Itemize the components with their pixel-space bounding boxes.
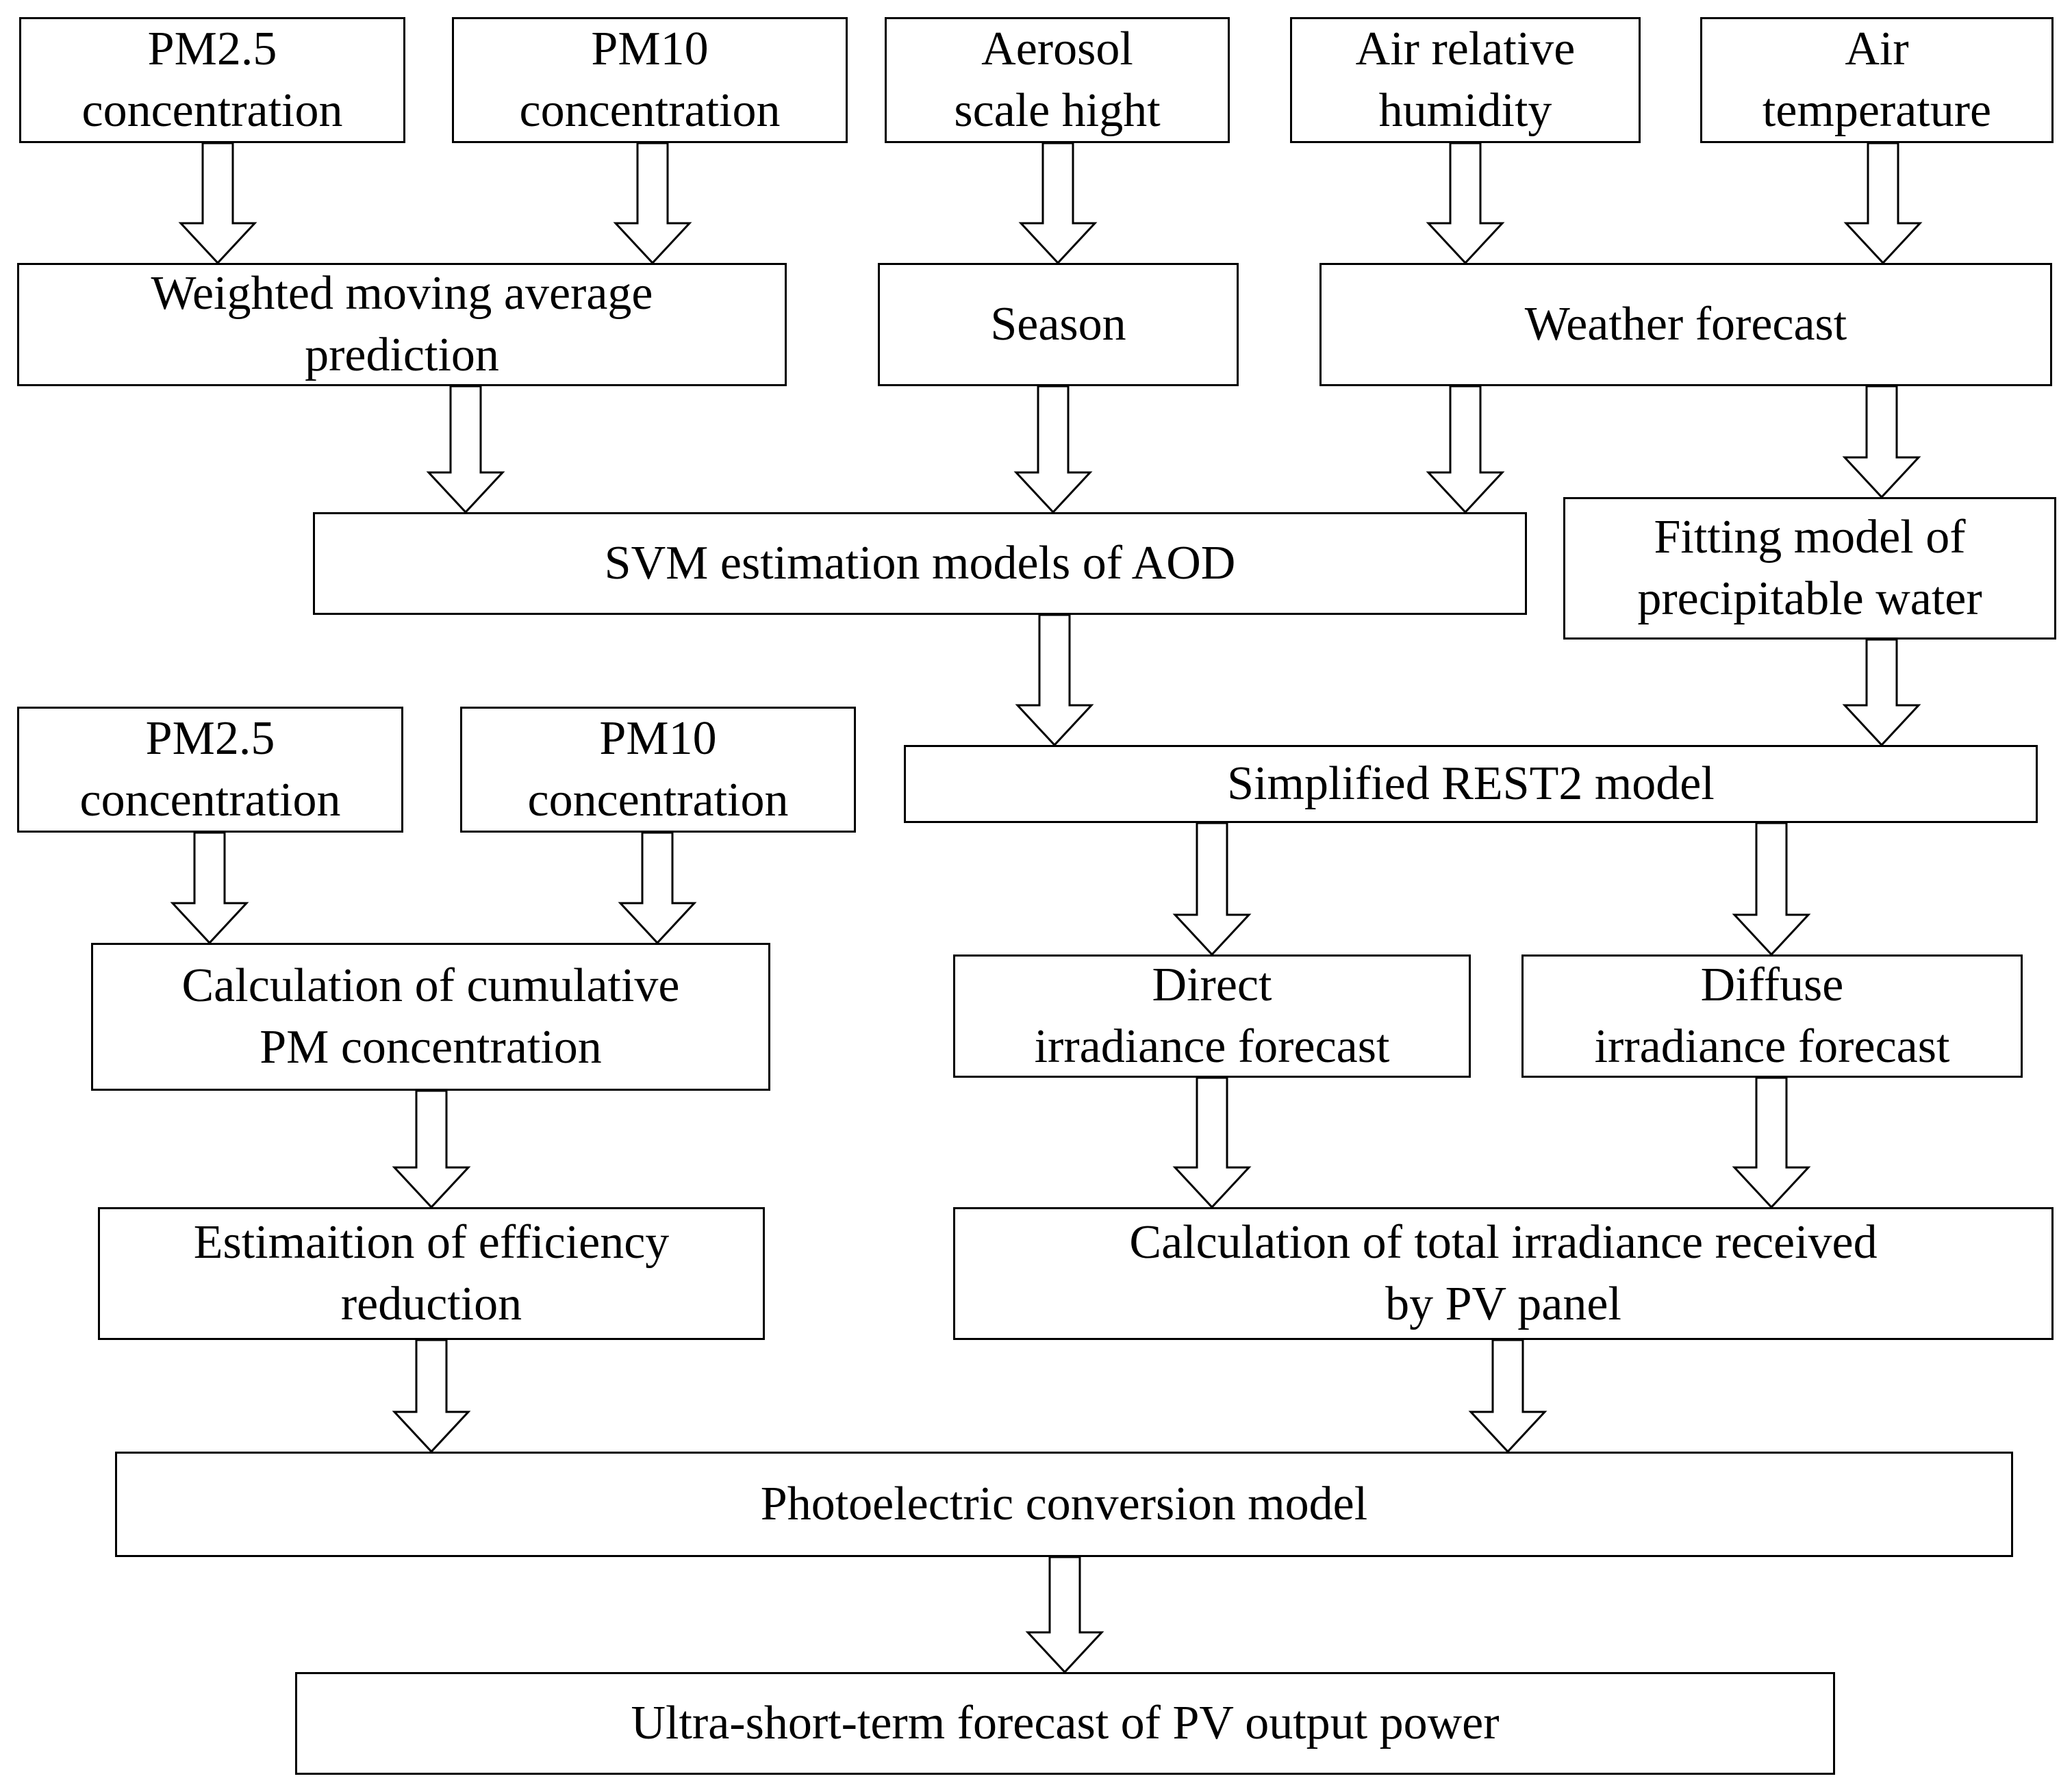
arrow-diffuse-to-total	[1734, 1078, 1808, 1207]
direct-irradiance-forecast-box: Direct irradiance forecast	[953, 954, 1471, 1078]
pm25-concentration-box-bottom: PM2.5 concentration	[17, 707, 403, 833]
arrow-photoelectric-to-output	[1028, 1557, 1102, 1672]
pv-output-power-forecast-box: Ultra-short-term forecast of PV output power	[295, 1672, 1835, 1775]
svm-aod-models-box: SVM estimation models of AOD	[313, 512, 1527, 615]
arrow-cumulative-to-efficiency	[394, 1091, 468, 1207]
simplified-rest2-model-box: Simplified REST2 model	[904, 745, 2038, 823]
arrow-humidity-to-weather	[1428, 143, 1502, 263]
arrow-rest2-to-diffuse	[1734, 823, 1808, 954]
diffuse-irradiance-forecast-box: Diffuse irradiance forecast	[1521, 954, 2023, 1078]
weighted-moving-average-box: Weighted moving average prediction	[17, 263, 787, 386]
arrow-pm10-bottom-to-cumulative	[620, 833, 694, 943]
arrow-aerosol-to-season	[1021, 143, 1095, 263]
arrow-svm-to-rest2	[1018, 615, 1091, 745]
air-relative-humidity-box: Air relative humidity	[1290, 17, 1641, 143]
arrow-fitting-to-rest2	[1845, 640, 1919, 745]
air-temperature-box: Air temperature	[1700, 17, 2054, 143]
arrow-rest2-to-direct	[1175, 823, 1249, 954]
precipitable-water-fitting-box: Fitting model of precipitable water	[1563, 497, 2056, 640]
cumulative-pm-concentration-box: Calculation of cumulative PM concentration	[91, 943, 770, 1091]
efficiency-reduction-box: Estimaition of efficiency reduction	[98, 1207, 765, 1340]
arrow-efficiency-to-photoelectric	[394, 1340, 468, 1452]
pm10-concentration-box-top: PM10 concentration	[452, 17, 848, 143]
season-box: Season	[878, 263, 1239, 386]
arrow-temperature-to-weather	[1846, 143, 1920, 263]
weather-forecast-box: Weather forecast	[1319, 263, 2052, 386]
pm10-concentration-box-bottom: PM10 concentration	[460, 707, 856, 833]
arrow-weather-to-svm	[1428, 386, 1502, 512]
arrow-pm10-top-to-wma	[616, 143, 690, 263]
aerosol-scale-height-box: Aerosol scale hight	[885, 17, 1230, 143]
arrow-weather-to-fitting	[1845, 386, 1919, 497]
arrow-pm25-bottom-to-cumulative	[173, 833, 247, 943]
arrow-season-to-svm	[1016, 386, 1090, 512]
arrow-direct-to-total	[1175, 1078, 1249, 1207]
arrow-total-to-photoelectric	[1471, 1340, 1545, 1452]
arrow-wma-to-svm	[429, 386, 503, 512]
pm25-concentration-box-top: PM2.5 concentration	[19, 17, 405, 143]
arrow-pm25-top-to-wma	[181, 143, 255, 263]
photoelectric-conversion-model-box: Photoelectric conversion model	[115, 1452, 2013, 1557]
total-irradiance-pv-panel-box: Calculation of total irradiance received by PV panel	[953, 1207, 2054, 1340]
